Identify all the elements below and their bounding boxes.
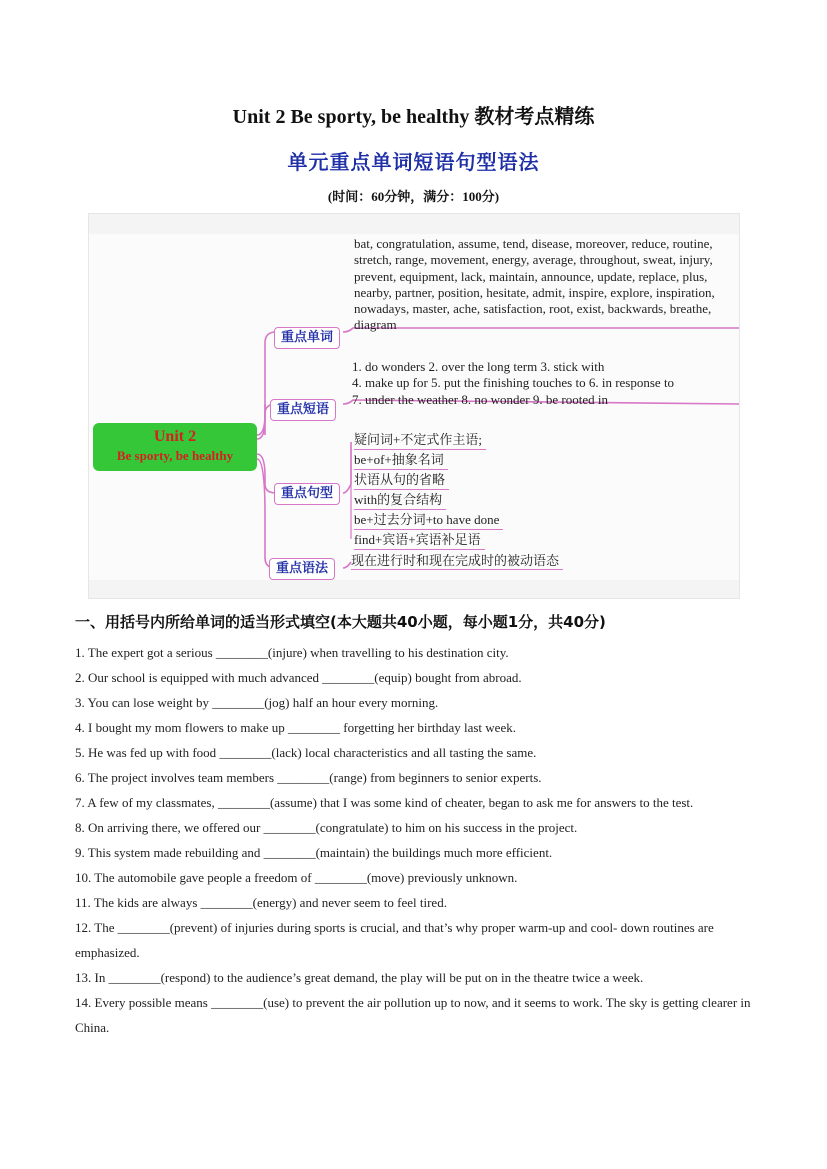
document-title: Unit 2 Be sporty, be healthy 教材考点精练 [232,106,595,128]
sentence-item: find+宾语+宾语补足语 [354,530,485,550]
branch-key-grammar: 重点语法 [269,558,335,580]
question-item: 7. A few of my classmates, ________(assume) that I was some kind of cheater, began to ask me for answers to the test. [75,795,694,810]
question-item: 11. The kids are always ________(energy) and never seem to feel tired. [75,895,447,910]
question-item: 1. The expert got a serious ________(injure) when travelling to his destination city. [75,645,509,660]
question-item: 4. I bought my mom flowers to make up ________ forgetting her birthday last week. [75,720,516,735]
section-heading: 一、用括号内所给单词的适当形式填空(本大题共40小题，每小题1分，共40分) [75,613,606,631]
question-item: 10. The automobile gave people a freedom of ________(move) previously unknown. [75,870,518,885]
branch-key-sentences: 重点句型 [274,483,340,505]
root-unit-label: Unit 2 [153,428,197,445]
sentence-item: 状语从句的省略 [354,470,449,490]
question-item: 5. He was fed up with food ________(lack) local characteristics and all tasting the same. [75,745,537,760]
branch-key-phrases: 重点短语 [270,399,336,421]
mindmap-root-node [93,423,257,471]
question-item: 8. On arriving there, we offered our ________(congratulate) to him on his success in the project. [75,820,578,835]
key-words-list: bat, congratulation, assume, tend, disease, moreover, reduce, routine, stretch, range, movement, energy, average, throughout, sweat, injury, prevent, equipment, lack, maintain, announce, update, replace, plus, nearby, partner, position, hesitate, admit, inspire, explore, inspiration, nowadays, master, ache, satisfaction, root, exist, backwards, breathe, diagram [354,236,715,333]
document-subtitle: 单元重点单词短语句型语法 [287,152,540,174]
phrase-line: 7. under the weather 8. no wonder 9. be rooted in [352,391,608,407]
phrase-line: 1. do wonders 2. over the long term 3. stick with [352,359,605,374]
phrase-line: 4. make up for 5. put the finishing touches to 6. in response to [352,375,675,391]
branch-key-words: 重点单词 [274,327,340,349]
mindmap-figure [88,213,740,599]
question-item: 6. The project involves team members ________(range) from beginners to senior experts. [75,770,542,785]
sentence-item: be+of+抽象名词 [354,450,448,470]
question-item: 2. Our school is equipped with much advanced ________(equip) bought from abroad. [75,670,522,685]
key-grammar-text: 现在进行时和现在完成时的被动语态 [351,550,563,570]
question-item: 12. The ________(prevent) of injuries during sports is crucial, and that’s why proper warm-up and cool- down routines are emphasized. [75,920,714,960]
key-sentences-list [354,430,503,550]
question-list [75,640,755,1040]
key-phrases-list [352,359,736,408]
sentence-item: with的复合结构 [354,490,446,510]
question-item: 14. Every possible means ________(use) to prevent the air pollution up to now, and it seems to work. The sky is getting clearer in China. [75,995,751,1035]
question-item: 3. You can lose weight by ________(jog) half an hour every morning. [75,695,439,710]
time-info: (时间：60分钟，满分：100分) [327,189,500,204]
sentence-item: 疑问词+不定式作主语; [354,430,486,450]
root-unit-title: Be sporty, be healthy [116,448,234,463]
sentence-item: be+过去分词+to have done [354,510,503,530]
question-item: 9. This system made rebuilding and ________(maintain) the buildings much more efficient. [75,845,553,860]
question-item: 13. In ________(respond) to the audience’s great demand, the play will be put on in the theatre twice a week. [75,970,644,985]
